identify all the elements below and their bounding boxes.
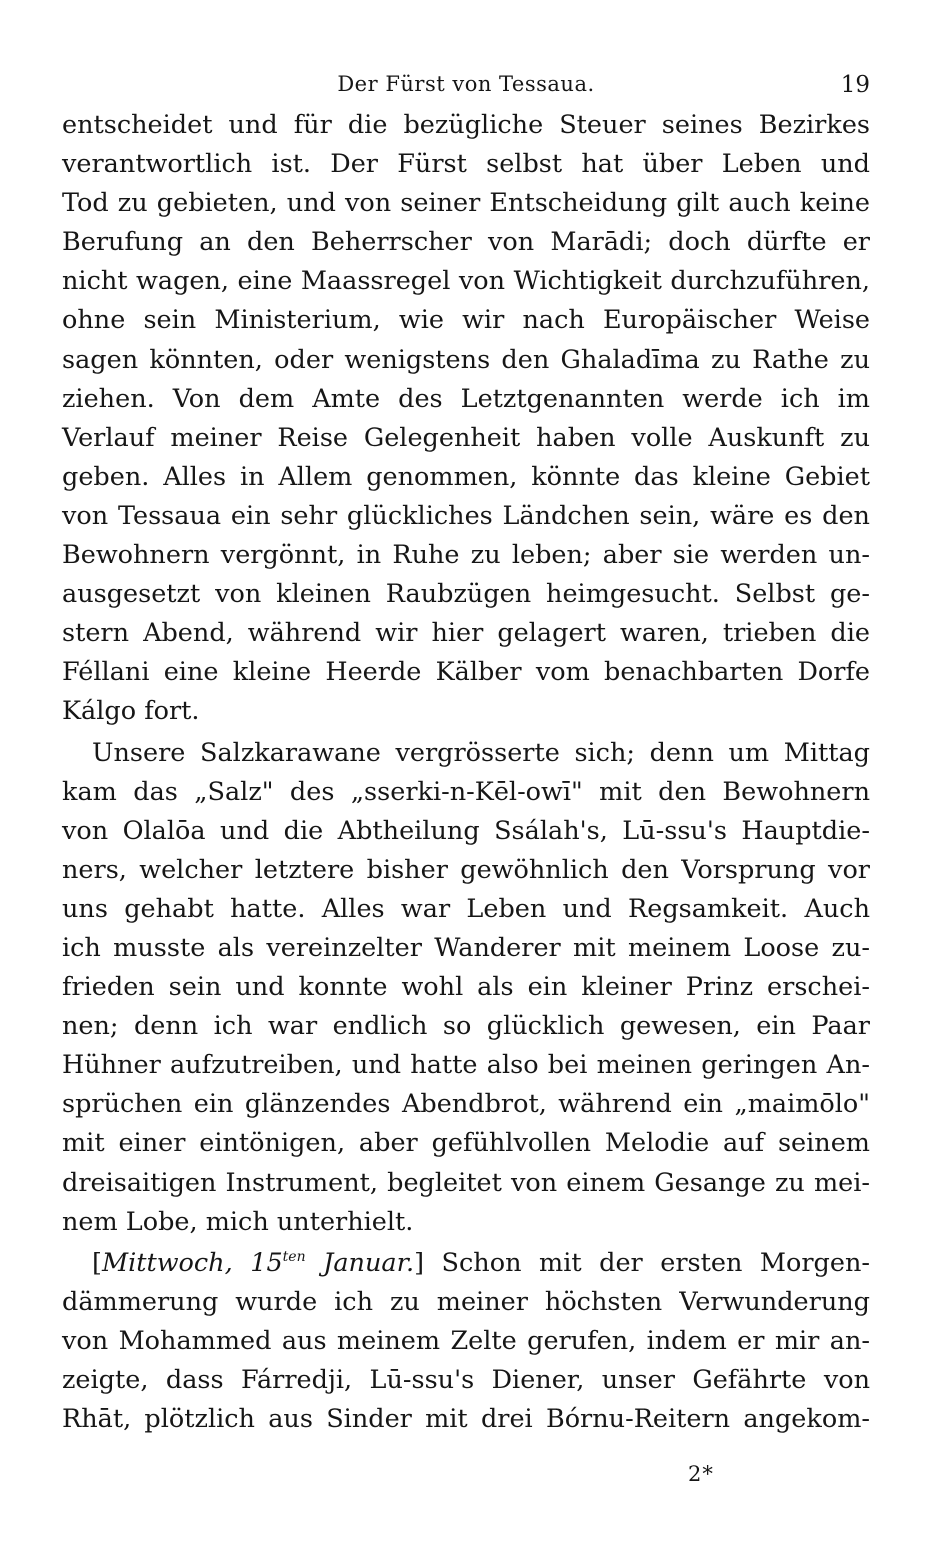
date-day: Mittwoch, 15 xyxy=(101,1247,283,1278)
text-line: ohne sein Ministerium, wie wir nach Europäischer Weise xyxy=(62,305,870,336)
text-line: nicht wagen, eine Maassregel von Wichtigkeit durchzuführen, xyxy=(62,266,870,297)
running-head xyxy=(62,66,870,106)
text-line: ausgesetzt von kleinen Raubzügen heimgesucht. Selbst ge- xyxy=(62,579,870,610)
text-line: Rhāt, plötzlich aus Sinder mit drei Bórnu-Reitern angekom- xyxy=(62,1404,870,1435)
text-line: ners, welcher letztere bisher gewöhnlich den Vorsprung vor xyxy=(62,854,870,885)
text-line: stern Abend, während wir hier gelagert waren, trieben die xyxy=(62,618,870,649)
text-line: uns gehabt hatte. Alles war Leben und Regsamkeit. Auch xyxy=(62,893,870,924)
text-line: Féllani eine kleine Heerde Kälber vom benachbarten Dorfe xyxy=(62,657,870,688)
text-line: sagen könnten, oder wenigstens den Ghaladīma zu Rathe zu xyxy=(62,344,870,375)
running-title: Der Fürst von Tessaua. xyxy=(337,72,595,96)
date-bracket-close: ] xyxy=(414,1247,425,1278)
page-number: 19 xyxy=(840,72,870,98)
text-line: Berufung an den Beherrscher von Marādi; doch dürfte er xyxy=(62,227,870,258)
date-bracket-open: [ xyxy=(92,1247,102,1278)
signature-mark: 2* xyxy=(688,1462,714,1486)
text-line: von Tessaua ein sehr glückliches Ländchen sein, wäre es den xyxy=(62,500,870,531)
text-line: kam das „Salz" des „sserki-n-Kēl-owī" mit den Bewohnern xyxy=(62,776,870,807)
text-line: Bewohnern vergönnt, in Ruhe zu leben; aber sie werden un- xyxy=(62,540,870,571)
text-line: Tod zu gebieten, und von seiner Entscheidung gilt auch keine xyxy=(62,188,870,219)
text-line: Hühner aufzutreiben, und hatte also bei meinen geringen An- xyxy=(62,1050,870,1081)
text-line: verantwortlich ist. Der Fürst selbst hat über Leben und xyxy=(62,149,870,180)
text-line: zeigte, dass Fárredji, Lū-ssu's Diener, unser Gefährte von xyxy=(62,1365,870,1395)
text-line-rest: Schon mit der ersten Morgen- xyxy=(424,1247,870,1278)
paragraph-1 xyxy=(62,106,870,732)
text-line: Unsere Salzkarawane vergrösserte sich; denn um Mittag xyxy=(92,737,870,768)
text-line: mit einer eintönigen, aber gefühlvollen Melodie auf seinem xyxy=(62,1128,870,1159)
text-line: ich musste als vereinzelter Wanderer mit meinem Loose zu- xyxy=(62,932,870,963)
date-month: Januar. xyxy=(305,1247,415,1278)
text-line: dreisaitigen Instrument, begleitet von einem Gesange zu mei- xyxy=(62,1167,870,1198)
text-line-dated xyxy=(62,1244,870,1283)
text-line: sprüchen ein glänzendes Abendbrot, während ein „maimōlo" xyxy=(62,1089,870,1120)
text-line: frieden sein und konnte wohl als ein kleiner Prinz erschei- xyxy=(62,972,870,1003)
text-line: ziehen. Von dem Amte des Letztgenannten werde ich im xyxy=(62,383,870,414)
text-line: Verlauf meiner Reise Gelegenheit haben volle Auskunft zu xyxy=(62,422,870,453)
text-line: geben. Alles in Allem genommen, könnte das kleine Gebiet xyxy=(62,461,870,492)
text-line: entscheidet und für die bezügliche Steuer seines Bezirkes xyxy=(62,110,870,140)
paragraph-3 xyxy=(62,1244,870,1439)
text-line: Kálgo fort. xyxy=(62,696,200,727)
paragraph-2 xyxy=(62,734,870,1242)
text-line: von Mohammed aus meinem Zelte gerufen, indem er mir an- xyxy=(62,1325,870,1356)
text-line: dämmerung wurde ich zu meiner höchsten Verwunderung xyxy=(62,1286,870,1317)
date-superscript: ten xyxy=(282,1248,306,1265)
text-line: von Olalōa und die Abtheilung Ssálah's, Lū-ssu's Hauptdie- xyxy=(62,815,870,846)
book-page xyxy=(62,66,870,1439)
text-line: nem Lobe, mich unterhielt. xyxy=(62,1206,414,1237)
text-line: nen; denn ich war endlich so glücklich gewesen, ein Paar xyxy=(62,1011,870,1042)
